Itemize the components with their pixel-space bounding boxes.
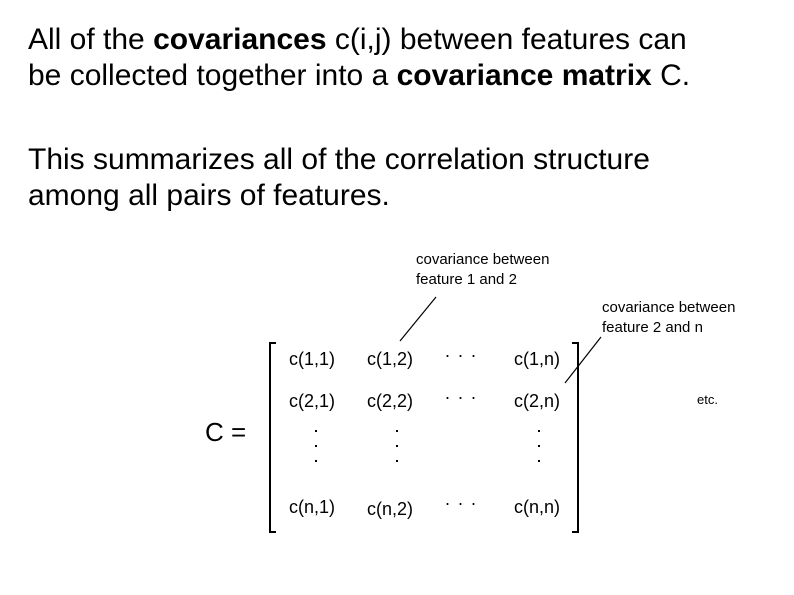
right-bracket xyxy=(572,343,578,532)
summary-line-1: This summarizes all of the correlation structure xyxy=(28,143,650,176)
annotation-etc: etc. xyxy=(697,392,718,407)
intro-text-2c: C. xyxy=(651,59,691,92)
intro-text-2a: be collected together into a xyxy=(28,59,397,92)
row-n-ellipsis: · · · xyxy=(444,493,478,513)
cell-1-1: c(1,1) xyxy=(288,349,336,369)
intro-text-1a: All of the xyxy=(28,23,154,56)
summary-line-2: among all pairs of features. xyxy=(28,179,390,212)
cell-2-1: c(2,1) xyxy=(288,391,336,411)
cell-n-n: c(n,n) xyxy=(513,497,561,517)
cell-1-2: c(1,2) xyxy=(366,349,414,369)
annotation-cov-1-2-line2: feature 1 and 2 xyxy=(416,271,517,288)
cell-1-n: c(1,n) xyxy=(513,349,561,369)
cell-2-n: c(2,n) xyxy=(513,391,561,411)
pointer-line-cov-2-n xyxy=(565,337,601,383)
cell-2-2: c(2,2) xyxy=(366,391,414,411)
term-covariances: covariances xyxy=(153,23,327,56)
matrix-label: C = xyxy=(205,417,247,447)
row-1-ellipsis: · · · xyxy=(444,345,478,365)
cell-n-2: c(n,2) xyxy=(366,499,414,519)
annotation-cov-2-n-line2: feature 2 and n xyxy=(602,319,703,336)
annotation-cov-1-2-line1: covariance between xyxy=(416,251,550,268)
pointer-line-cov-1-2 xyxy=(400,297,436,341)
row-2-ellipsis: · · · xyxy=(444,387,478,407)
term-covariance-matrix: covariance matrix xyxy=(396,59,652,92)
cell-n-1: c(n,1) xyxy=(288,497,336,517)
annotation-cov-2-n-line1: covariance between xyxy=(602,299,736,316)
intro-text-1c: c(i,j) between features can xyxy=(326,23,687,56)
left-bracket xyxy=(270,343,276,532)
